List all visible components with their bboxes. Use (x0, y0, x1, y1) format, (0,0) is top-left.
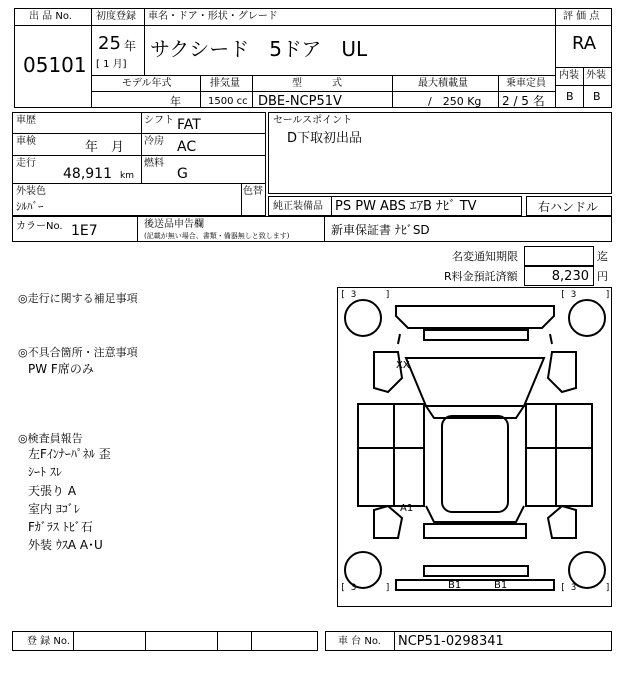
mileage-value: 48,911 (63, 166, 112, 182)
model-year-value: 年 (170, 95, 181, 108)
tire-rear-left: [ 3 ] (340, 583, 391, 593)
exterior-label: 外装 (586, 70, 606, 81)
capacity-label: 乗車定員 (506, 78, 546, 89)
exterior-value: B (593, 90, 601, 103)
chassis-value: NCP51-0298341 (398, 634, 504, 649)
reg-no-label: 登 録 No. (27, 636, 70, 647)
sales-point-box (268, 112, 612, 194)
model-name: サクシード 5ドア UL (150, 37, 368, 61)
reg-year-unit: 年 (124, 39, 137, 53)
sales-point-label: セールスポイント (273, 115, 353, 126)
fuel-value: G (177, 166, 188, 182)
car-diagram (337, 287, 612, 607)
equipment-label: 純正装備品 (273, 201, 323, 212)
load-label: 最大積載量 (418, 78, 468, 89)
recycle-unit: 円 (597, 270, 608, 283)
interior-label: 内装 (559, 70, 579, 81)
displacement-value: 1500 cc (208, 96, 248, 107)
meter-notice-unit: 迄 (597, 250, 608, 263)
damage-mark-b1-left: B1 (448, 580, 462, 591)
inspector-item: 外装 ｳｽA A･U (28, 538, 103, 552)
damage-mark-a1: A1 (400, 503, 414, 514)
reg-year: 25 (98, 33, 121, 54)
handle-value: 右ハンドル (538, 200, 599, 214)
post-items-box (137, 216, 325, 242)
recycle-label: R料金預託済額 (444, 270, 518, 283)
mileage-label: 走行 (16, 158, 36, 169)
interior-value: B (566, 90, 574, 103)
damage-mark-b1-right: B1 (494, 580, 508, 591)
defects-title: ◎不具合箇所・注意事項 (18, 346, 138, 359)
vehicle-header-box (91, 8, 556, 108)
displacement-label: 排気量 (210, 78, 240, 89)
cooler-label: 冷房 (144, 136, 164, 147)
grade-box (555, 8, 612, 108)
load-value: / 250 Kg (428, 95, 482, 108)
inspector-item: Fｶﾞﾗｽ ﾄﾋﾞ石 (28, 520, 93, 534)
lot-box (14, 8, 92, 108)
inspector-item: 天張り A (28, 484, 77, 498)
damage-mark-xx: XX (396, 360, 410, 371)
type-label: 型 式 (292, 78, 342, 89)
model-year-label: モデル年式 (122, 78, 172, 89)
shift-value: FAT (177, 117, 201, 133)
reg-month: [ 1 月] (96, 59, 127, 70)
equipment-box (268, 196, 522, 216)
color-label: 外装色 (16, 186, 46, 197)
type-value: DBE-NCP51V (258, 94, 342, 109)
tire-front-left: [ 3 ] (340, 290, 391, 300)
capacity-value: 2 / 5 名 (502, 94, 545, 108)
reg-no-box (12, 631, 318, 651)
tire-rear-right: [ 3 ] (560, 583, 611, 593)
post-items-note: (記載が無い場合、書類・備器無しと致します) (144, 232, 290, 240)
lot-label: 出 品 No. (29, 11, 72, 22)
running-notes-title: ◎走行に関する補足事項 (18, 292, 138, 305)
handle-box (526, 196, 612, 216)
recycle-value: 8,230 (551, 269, 589, 284)
car-outline-drawing (338, 288, 611, 606)
meter-notice-field (524, 246, 594, 266)
model-label: 車名・ドア・形状・グレード (148, 11, 278, 22)
recycle-field (524, 266, 594, 286)
cooler-value: AC (177, 139, 197, 155)
inspector-item: 室内 ﾖｺﾞﾚ (28, 502, 80, 516)
chassis-box (325, 631, 612, 651)
sales-point-value: D下取初出品 (287, 131, 363, 146)
color-no-label: カラーNo. (16, 221, 63, 232)
tire-front-right: [ 3 ] (560, 290, 611, 300)
post-items-label: 後送品申告欄 (144, 219, 204, 230)
history-label: 車歴 (16, 115, 36, 126)
post-items-value-box (324, 216, 612, 242)
grade-value: RA (572, 33, 597, 54)
shift-label: シフト (144, 115, 174, 126)
inspector-item: ｼｰﾄ ｽﾚ (28, 465, 62, 479)
specs-box (12, 112, 266, 216)
equipment-value: PS PW ABS ｴｱB ﾅﾋﾞ TV (335, 199, 477, 214)
inspection-value: 年 月 (85, 140, 125, 155)
reg-date-label: 初度登録 (96, 11, 136, 22)
fuel-label: 燃料 (144, 158, 164, 169)
post-items-value: 新車保証書 ﾅﾋﾞSD (331, 223, 430, 237)
inspector-title: ◎検査員報告 (18, 432, 83, 445)
inspection-label: 車検 (16, 136, 36, 147)
lot-number: 05101 (23, 53, 87, 77)
meter-notice-label: 名変通知期限 (452, 250, 518, 263)
color-no-value: 1E7 (71, 223, 98, 239)
chassis-label: 車 台 No. (338, 636, 381, 647)
inspector-item: 左Fｲﾝﾅｰﾊﾟﾈﾙ 歪 (28, 447, 111, 461)
grade-label: 評 価 点 (563, 11, 600, 22)
defect-item: PW F席のみ (28, 362, 94, 376)
color-change-label: 色替 (243, 186, 263, 197)
color-value: ｼﾙﾊﾞｰ (16, 200, 44, 213)
mileage-unit: km (120, 171, 134, 181)
color-no-box (12, 216, 138, 242)
